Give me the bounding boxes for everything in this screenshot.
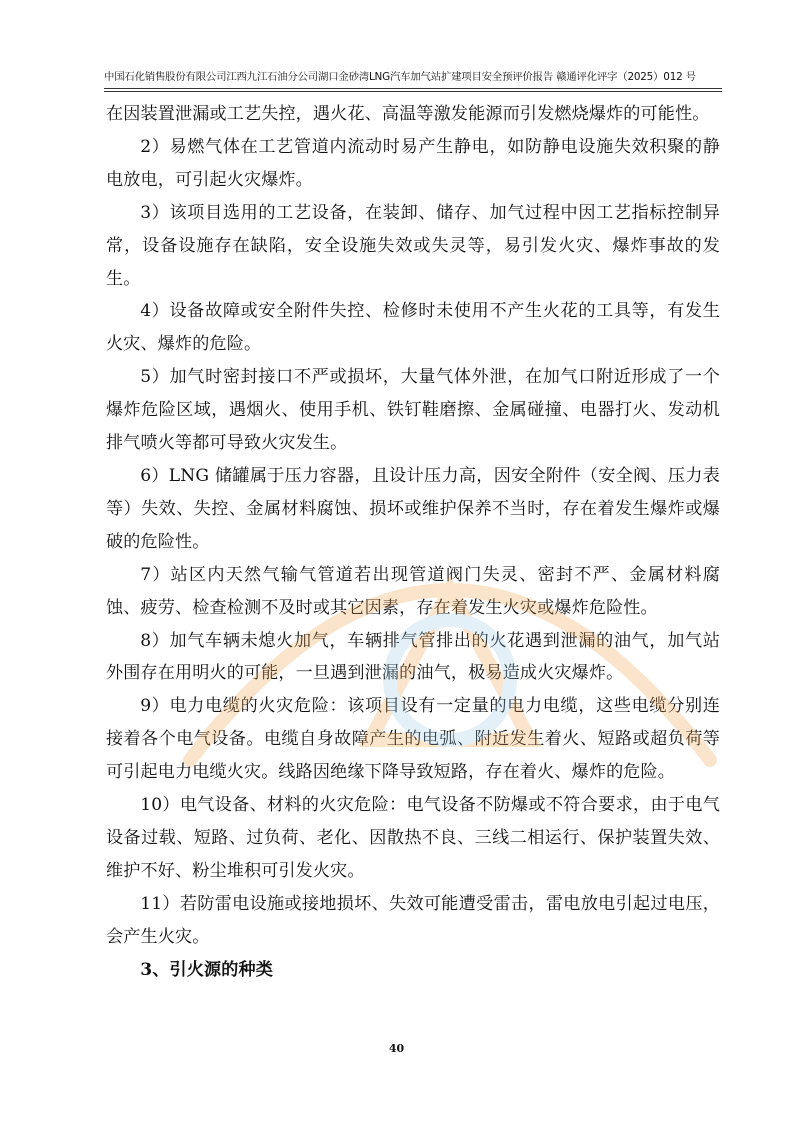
paragraph-item-10: 10）电气设备、材料的火灾危险：电气设备不防爆或不符合要求，由于电气设备过载、短路、过负荷、老化、因散热不良、三线二相运行、保护装置失效、维护不好、粉尘堆积可引发火灾。 <box>106 795 720 881</box>
page-number: 40 <box>388 1042 405 1055</box>
header-rule <box>104 88 722 89</box>
paragraph-item-2: 2）易燃气体在工艺管道内流动时易产生静电，如防静电设施失效积聚的静电放电，可引起火灾爆炸。 <box>106 136 720 190</box>
header-rule-double <box>104 91 722 92</box>
body-text <box>106 98 720 986</box>
paragraph-item-8: 8）加气车辆未熄火加气，车辆排气管排出的火花遇到泄漏的油气，加气站外围存在用明火的可能，一旦遇到泄漏的油气，极易造成火灾爆炸。 <box>106 630 720 684</box>
paragraph-item-4: 4）设备故障或安全附件失控、检修时未使用不产生火花的工具等，有发生火灾、爆炸的危险。 <box>106 301 720 355</box>
section-heading: 3、引火源的种类 <box>140 959 273 980</box>
paragraph-item-5: 5）加气时密封接口不严或损坏，大量气体外泄，在加气口附近形成了一个爆炸危险区域，遇烟火、使用手机、铁钉鞋磨擦、金属碰撞、电器打火、发动机排气喷火等都可导致火灾发生。 <box>106 367 720 454</box>
paragraph-item-7: 7）站区内天然气输气管道若出现管道阀门失灵、密封不严、金属材料腐蚀、疲劳、检查检测不及时或其它因素，存在着发生火灾或爆炸危险性。 <box>106 564 720 618</box>
paragraph-item-6: 6）LNG 储罐属于压力容器，且设计压力高，因安全附件（安全阀、压力表等）失效、失控、金属材料腐蚀、损坏或维护保养不当时，存在着发生爆炸或爆破的危险性。 <box>106 465 720 552</box>
paragraph-item-3: 3）该项目选用的工艺设备，在装卸、储存、加气过程中因工艺指标控制异常，设备设施存在缺陷，安全设施失效或失灵等，易引发火灾、爆炸事故的发生。 <box>106 202 720 289</box>
paragraph-item-11: 11）若防雷电设施或接地损坏、失效可能遭受雷击，雷电放电引起过电压，会产生火灾。 <box>106 893 720 947</box>
paragraph-continued: 在因装置泄漏或工艺失控，遇火花、高温等激发能源而引发燃烧爆炸的可能性。 <box>106 104 710 124</box>
running-header: 中国石化销售股份有限公司江西九江石油分公司湖口金砂湾LNG汽车加气站扩建项目安全预评价报告 赣通评化评字（2025）012 号 <box>104 71 696 83</box>
paragraph-item-9: 9）电力电缆的火灾危险：该项目设有一定量的电力电缆，这些电缆分别连接着各个电气设备。电缆自身故障产生的电弧、附近发生着火、短路或超负荷等可引起电力电缆火灾。线路因绝缘下降导致短路，存在着火、爆炸的危险。 <box>106 696 720 783</box>
